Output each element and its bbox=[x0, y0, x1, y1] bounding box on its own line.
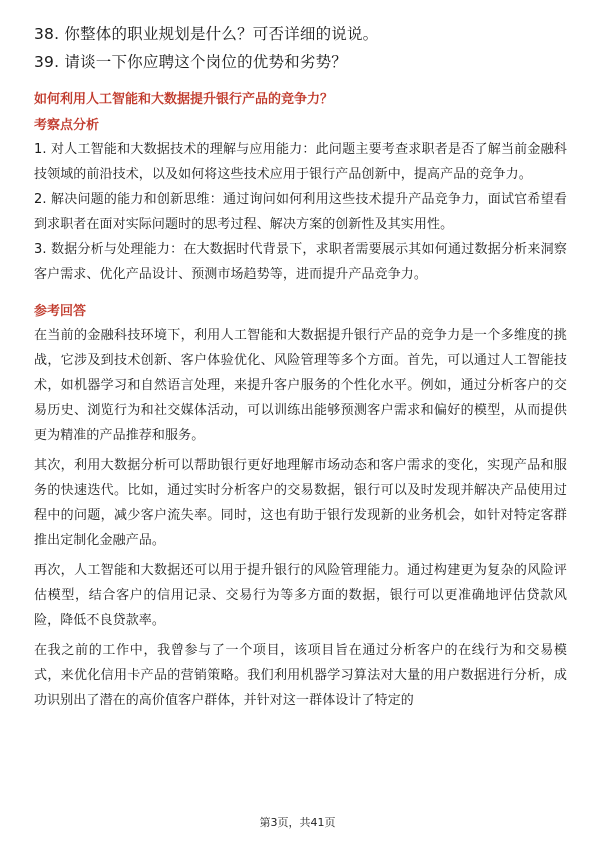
analysis-item-3: 3. 数据分析与处理能力：在大数据时代背景下，求职者需要展示其如何通过数据分析来洞察客户需求、优化产品设计、预测市场趋势等，进而提升产品竞争力。 bbox=[34, 242, 567, 282]
answer-paragraph-3: 再次，人工智能和大数据还可以用于提升银行的风险管理能力。通过构建更为复杂的风险评估模型，结合客户的信用记录、交易行为等多方面的数据，银行可以更准确地评估贷款风险，降低不良贷款率。 bbox=[34, 563, 567, 628]
analysis-heading: 考察点分析 bbox=[34, 118, 100, 133]
question-38: 38. 你整体的职业规划是什么？可否详细的说说。 bbox=[34, 25, 379, 43]
answer-paragraph-4: 在我之前的工作中，我曾参与了一个项目，该项目旨在通过分析客户的在线行为和交易模式，来优化信用卡产品的营销策略。我们利用机器学习算法对大量的用户数据进行分析，成功识别出了潜在的高价值客户群体，并针对这一群体设计了特定的 bbox=[34, 643, 567, 708]
answer-paragraph-1: 在当前的金融科技环境下，利用人工智能和大数据提升银行产品的竞争力是一个多维度的挑战，它涉及到技术创新、客户体验优化、风险管理等多个方面。首先，可以通过人工智能技术，如机器学习和自然语言处理，来提升客户服务的个性化水平。例如，通过分析客户的交易历史、浏览行为和社交媒体活动，可以训练出能够预测客户需求和偏好的模型，从而提供更为精准的产品推荐和服务。 bbox=[34, 328, 567, 443]
answer-paragraph-2: 其次，利用大数据分析可以帮助银行更好地理解市场动态和客户需求的变化，实现产品和服务的快速迭代。比如，通过实时分析客户的交易数据，银行可以及时发现并解决产品使用过程中的问题，减少客户流失率。同时，这也有助于银行发现新的业务机会，如针对特定客群推出定制化金融产品。 bbox=[34, 458, 567, 548]
topic-title: 如何利用人工智能和大数据提升银行产品的竞争力？ bbox=[34, 92, 334, 107]
page-number: 第3页，共41页 bbox=[259, 816, 336, 829]
analysis-item-2: 2. 解决问题的能力和创新思维：通过询问如何利用这些技术提升产品竞争力，面试官希望看到求职者在面对实际问题时的思考过程、解决方案的创新性及其实用性。 bbox=[34, 192, 567, 232]
analysis-item-1: 1. 对人工智能和大数据技术的理解与应用能力：此问题主要考查求职者是否了解当前金融科技领域的前沿技术，以及如何将这些技术应用于银行产品创新中，提高产品的竞争力。 bbox=[34, 142, 567, 182]
question-39: 39. 请谈一下你应聘这个岗位的优势和劣势？ bbox=[34, 53, 347, 71]
answer-heading: 参考回答 bbox=[34, 304, 87, 319]
